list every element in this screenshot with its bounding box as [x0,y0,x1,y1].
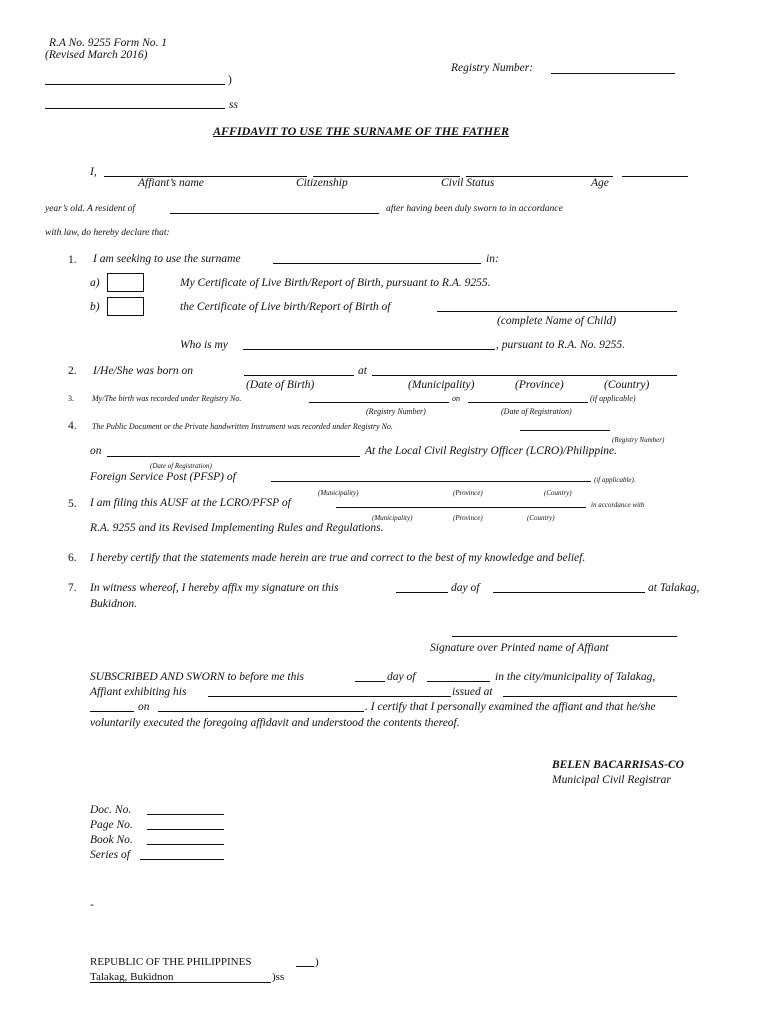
signing-day-field[interactable] [396,592,448,593]
item-3-registry-caption: (Registry Number) [366,407,426,416]
id-exhibited-field[interactable] [208,696,451,697]
item-5-number: 5. [68,498,77,510]
birth-province-caption: (Province) [515,379,564,391]
item-5-line-2: R.A. 9255 and its Revised Implementing Rules and Regulations. [90,522,384,534]
jurat-line-3a: on [138,701,150,713]
item-5-text: I am filing this AUSF at the LCRO/PFSP of [90,497,291,509]
dob-caption: (Date of Birth) [246,379,315,391]
registry-number-field[interactable] [551,73,675,74]
pfsp-location-field[interactable] [271,481,591,482]
page-no-field[interactable] [147,829,224,830]
relationship-field[interactable] [243,349,495,350]
who-is-my-suffix: , pursuant to R.A. No. 9255. [496,339,626,351]
item-5-province-caption: (Province) [453,514,483,522]
item-7-text: In witness whereof, I hereby affix my signature on this [90,582,339,594]
item-4-on: on [90,445,102,457]
child-name-caption: (complete Name of Child) [497,315,617,327]
jurat-line-4: voluntarily executed the foregoing affidavit and understood the contents thereof. [90,717,460,729]
item-4-lcro: At the Local Civil Registry Officer (LCRO)/Philippine. [365,445,618,457]
book-no-field[interactable] [147,844,224,845]
item-2-number: 2. [68,365,77,377]
item-4-registry-caption: (Registry Number) [612,436,665,444]
page-title: AFFIDAVIT TO USE THE SURNAME OF THE FATHER [213,124,509,138]
date-of-birth-field[interactable] [244,375,354,376]
affiant-signature-line[interactable] [452,636,677,637]
birth-country-caption: (Country) [604,379,650,391]
item-7-at: at Talakag, [648,582,700,594]
venue-city-field[interactable] [45,108,225,109]
item-1-text: I am seeking to use the surname [93,253,241,265]
venue-ss: ss [229,99,238,111]
intro-i: I, [90,166,97,178]
option-b-text: the Certificate of Live birth/Report of Birth of [180,301,391,313]
age-field[interactable] [622,176,688,177]
item-5-country-caption: (Country) [527,514,555,522]
filing-location-field[interactable] [336,507,586,508]
footer-place-underline [90,982,271,983]
signing-month-field[interactable] [493,592,645,593]
footer-ss: )ss [272,971,285,983]
birth-registry-number-field[interactable] [309,402,449,403]
option-b-checkbox[interactable] [107,297,144,316]
item-3-on: on [452,394,460,403]
item-4-province-caption: (Province) [453,489,483,497]
id-issue-day-field[interactable] [90,711,134,712]
option-a-checkbox[interactable] [107,273,144,292]
signature-caption: Signature over Printed name of Affiant [430,642,609,654]
jurat-line-1b: day of [387,671,416,683]
item-7-day-of: day of [451,582,480,594]
footer-place: Talakag, Bukidnon [90,971,174,983]
registrar-title: Municipal Civil Registrar [552,774,671,786]
age-caption: Age [591,177,609,189]
resident-suffix: after having been duly sworn to in accordance [386,204,563,214]
child-name-field[interactable] [437,311,677,312]
venue-province-field[interactable] [45,84,225,85]
doc-no-label: Doc. No. [90,804,132,816]
item-3-text: My/The birth was recorded under Registry No. [92,394,242,403]
revision-date: (Revised March 2016) [45,49,148,61]
jurat-line-2a: Affiant exhibiting his [90,686,187,698]
item-7-line-2: Bukidnon. [90,598,137,610]
jurat-line-1c: in the city/municipality of Talakag, [495,671,656,683]
book-no-label: Book No. [90,834,133,846]
series-field[interactable] [140,859,224,860]
option-a-text: My Certificate of Live Birth/Report of Birth, pursuant to R.A. 9255. [180,277,491,289]
item-2-at: at [358,365,367,377]
declare-text: with law, do hereby declare that: [45,228,170,238]
surname-field[interactable] [273,263,481,264]
jurat-line-2b: issued at [452,686,493,698]
item-7-number: 7. [68,582,77,594]
civil-status-caption: Civil Status [441,177,495,189]
item-4-pfsp: Foreign Service Post (PFSP) of [90,471,236,483]
item-6-number: 6. [68,552,77,564]
id-issued-at-field[interactable] [503,696,677,697]
item-6-text: I hereby certify that the statements made herein are true and correct to the best of my knowledge and belief. [90,552,586,564]
series-label: Series of [90,849,130,861]
item-4-country-caption: (Country) [544,489,572,497]
page-no-label: Page No. [90,819,133,831]
item-3-date-caption: (Date of Registration) [501,407,572,416]
jurat-month-field[interactable] [427,681,490,682]
registry-number-label: Registry Number: [451,62,534,74]
item-4-date-caption: (Date of Registration) [150,462,212,470]
item-5-municipality-caption: (Municipality) [372,514,413,522]
citizenship-caption: Citizenship [296,177,348,189]
option-a-label: a) [90,277,100,289]
residence-field[interactable] [170,213,379,214]
resident-prefix: year’s old. A resident of [45,204,135,214]
item-4-number: 4. [68,420,77,432]
document-registration-date-field[interactable] [107,456,360,457]
item-1-number: 1. [68,254,77,266]
footer-republic-underline [296,966,314,967]
affiant-name-caption: Affiant’s name [138,177,204,189]
place-of-birth-field[interactable] [372,375,677,376]
jurat-line-3b: . I certify that I personally examined the affiant and that he/she [365,701,656,713]
doc-no-field[interactable] [147,814,224,815]
venue-bracket: ) [228,74,232,86]
item-2-text: I/He/She was born on [93,365,193,377]
who-is-my-prefix: Who is my [180,339,228,351]
option-b-label: b) [90,301,100,313]
item-4-municipality-caption: (Municipality) [318,489,359,497]
jurat-day-field[interactable] [355,681,385,682]
item-3-if-applicable: (if applicable) [590,394,636,403]
item-3-number: 3. [68,394,74,403]
item-1-in: in: [486,253,499,265]
item-5-accordance: in accordance with [591,501,645,509]
document-registry-number-field[interactable] [520,430,610,431]
jurat-line-1a: SUBSCRIBED AND SWORN to before me this [90,671,305,683]
item-4-if-applicable: (if applicable). [594,476,636,484]
id-issue-date-field[interactable] [158,711,364,712]
affiant-name-field[interactable] [104,176,307,177]
birth-registration-date-field[interactable] [468,402,588,403]
footer-paren: ) [315,956,319,968]
birth-municipality-caption: (Municipality) [408,379,475,391]
item-4-text: The Public Document or the Private handwritten Instrument was recorded under Registry No. [92,422,393,431]
registrar-name: BELEN BACARRISAS-CO [552,759,684,771]
stray-dash: - [90,899,94,911]
footer-republic: REPUBLIC OF THE PHILIPPINES [90,956,252,968]
form-number: R.A No. 9255 Form No. 1 [49,37,167,49]
